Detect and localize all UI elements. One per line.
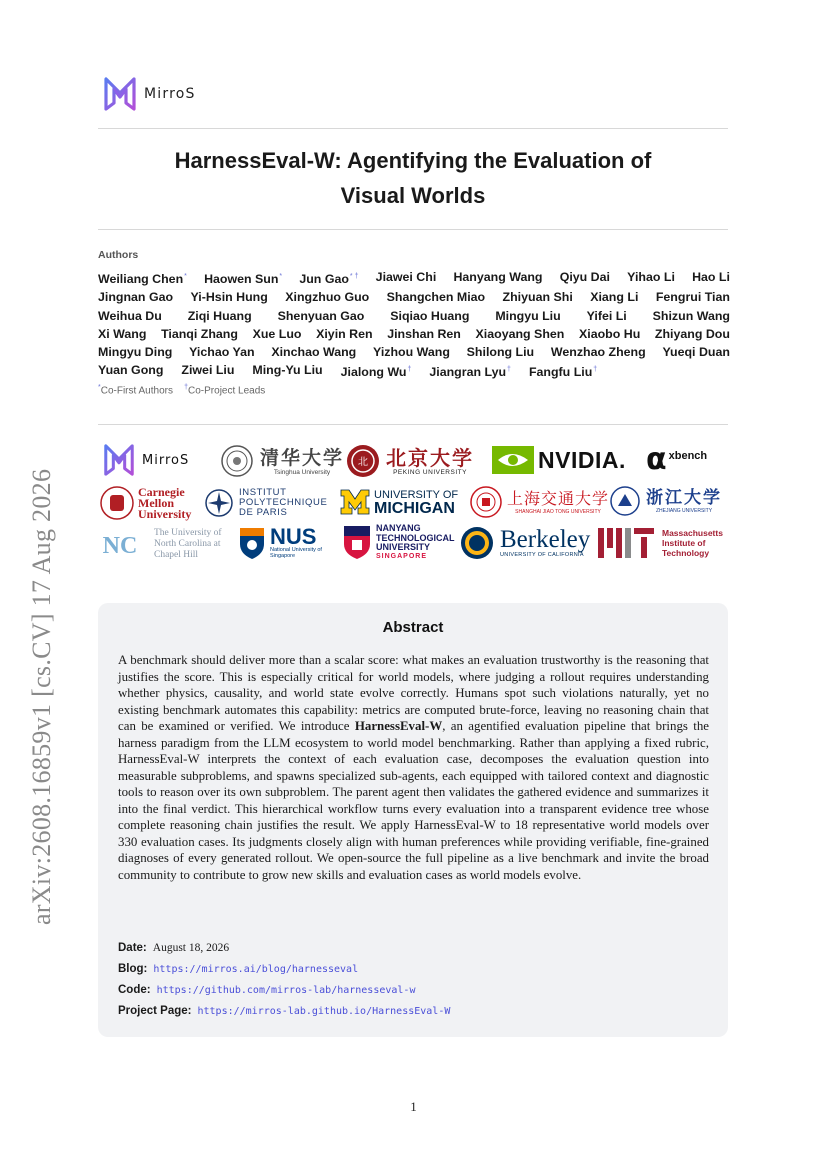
nvidia-eye-icon (492, 446, 534, 474)
pku-seal-icon (346, 444, 380, 478)
author-name (653, 307, 730, 325)
author-name (692, 268, 730, 288)
author-row (98, 307, 730, 325)
cmu-label: Carnegie Mellon University (138, 484, 192, 521)
date-row (118, 942, 229, 954)
author-name-text: Mingyu Liu (495, 308, 561, 323)
abstract-part-2: , an agentified evaluation pipeline that brings the harness paradigm from the LLM ecosystem to world model benchmarking. Rather than applying a fixed rubric, HarnessEval-W interprets the context of each evaluation case, decomposes the evaluation question into measurable subproblems, and spawns specialized sub-agents, each equipped with tailored context and diagnostic tools to reason over its own subproblem. The parent agent then validates the gathered evidence and summarizes it into the final verdict. This hierarchical workflow turns every evaluation into a transparent evidence tree whose complete reasoning chain justifies the result. We apply HarnessEval-W to 18 representative world models over 330 evaluation cases. Its judgments closely align with human preferences while providing verifiable, fine-grained diagnoses of every generated rollout. We open-source the full pipeline as a live benchmark and invite the broad community to contribute to grow new skills and evaluation cases as world models evolve. (118, 719, 709, 882)
author-name (252, 361, 322, 381)
author-name-text: Yichao Yan (189, 344, 255, 359)
logo-berkeley (460, 526, 590, 560)
umich-block-m-icon (340, 488, 370, 516)
logo-sjtu (470, 486, 609, 518)
logo-xbench (646, 442, 708, 477)
author-name (656, 288, 730, 306)
logo-pku (346, 444, 474, 478)
mirros-label: MirroS (142, 452, 190, 468)
author-name-text: Mingyu Ding (98, 344, 173, 359)
project-row (118, 1005, 450, 1017)
arxiv-identifier: arXiv:2608.16859v1 [cs.CV] 17 Aug 2026 (27, 468, 56, 925)
paper-title (98, 143, 728, 213)
title-line-1: HarnessEval-W: Agentifying the Evaluation of (174, 148, 652, 173)
author-name-text: Haowen Sun (204, 272, 279, 287)
author-affiliation-mark: * (184, 273, 187, 280)
author-name-text: Jingnan Gao (98, 290, 174, 305)
zju-english: ZHEJIANG UNIVERSITY (655, 508, 713, 514)
blog-link[interactable]: https://mirros.ai/blog/harnesseval (153, 964, 359, 975)
author-name (278, 307, 365, 325)
logo-cmu (100, 486, 200, 520)
author-name (285, 288, 369, 306)
author-name-text: Jinshan Ren (387, 326, 461, 341)
author-name-text: Wenzhao Zheng (550, 344, 646, 359)
author-name-text: Jiawei Chi (375, 270, 437, 284)
xbench-alpha-icon: α (646, 442, 667, 477)
zju-seal-icon (610, 486, 640, 516)
author-row (98, 288, 730, 306)
author-affiliation-mark: * † (349, 273, 359, 280)
author-name-text: Weiliang Chen (98, 272, 184, 287)
author-row (98, 343, 730, 361)
unc-label: The University of North Carolina at Chapel Hill (154, 528, 222, 560)
header-rule (98, 128, 728, 129)
author-name (655, 325, 730, 343)
author-name (316, 325, 372, 343)
polytechnique-star-icon (204, 488, 234, 518)
logo-tsinghua (220, 444, 344, 478)
author-name-text: Shangchen Miao (386, 290, 486, 305)
author-name-text: Ming-Yu Liu (252, 363, 323, 378)
code-link[interactable]: https://github.com/mirros-lab/harnesseval-w (156, 985, 416, 996)
abstract-box (98, 603, 728, 1037)
author-name (429, 361, 511, 381)
logo-mit (598, 528, 728, 558)
project-link[interactable]: https://mirros-lab.github.io/HarnessEval-W (197, 1006, 451, 1017)
author-name-text: Ziqi Huang (187, 308, 252, 323)
author-name-text: Weihua Du (98, 308, 162, 323)
author-name (579, 325, 640, 343)
title-line-2: Visual Worlds (340, 183, 486, 208)
author-notes (98, 384, 265, 396)
logo-zju (610, 486, 722, 516)
institution-logos (98, 440, 730, 570)
author-name-text: Xue Luo (252, 326, 302, 341)
author-name (204, 268, 282, 288)
svg-text:北: 北 (358, 457, 368, 468)
co-first-mark: * (98, 384, 101, 391)
author-name-text: Xiyin Ren (316, 326, 373, 341)
author-name (560, 268, 610, 288)
author-name (376, 268, 437, 288)
ntu-shield-icon (342, 524, 372, 560)
nvidia-label: NVIDIA. (538, 446, 626, 473)
author-name (188, 307, 252, 325)
unc-nc-icon (100, 530, 140, 560)
author-name-text: Yueqi Duan (662, 344, 730, 359)
svg-text:NC: NC (102, 532, 138, 559)
author-name (529, 361, 597, 381)
author-affiliation-mark: † (593, 366, 598, 374)
abstract-method-name: HarnessEval-W (354, 719, 443, 733)
author-name (387, 325, 461, 343)
polytechnique-label: INSTITUT POLYTECHNIQUE DE PARIS (239, 487, 328, 518)
author-name (98, 288, 173, 306)
co-lead-note: Co-Project Leads (188, 385, 266, 397)
author-name (189, 343, 254, 361)
abstract-heading: Abstract (382, 619, 444, 636)
date-label: Date: (118, 942, 147, 954)
tsinghua-seal-icon (220, 444, 254, 478)
author-name (161, 325, 238, 343)
author-name-text: Zhiyuan Shi (502, 290, 573, 305)
author-name-text: Siqiao Huang (390, 308, 470, 323)
author-name (373, 343, 450, 361)
abstract-part-1: A benchmark should deliver more than a scalar score: what makes an evaluation trustworthy is the reasoning that justifies the score. This is especially critical for world models, where judging a rollout requires understanding whether physics, causality, and world state evolve correctly. Humans spot such violations naturally, yet no existing benchmark automates this capability: metrics are computed brute-force, leaving no reasoning chain that can be examined or verified. We introduce (118, 653, 709, 733)
author-name (467, 343, 534, 361)
brand-name: MirroS (144, 86, 196, 102)
sjtu-seal-icon (470, 486, 502, 518)
tsinghua-chinese: 清华大学 (260, 446, 345, 469)
project-label: Project Page: (118, 1005, 192, 1017)
author-name (341, 361, 412, 381)
author-name-text: Shenyuan Gao (277, 308, 365, 323)
author-row (98, 325, 730, 343)
umich-label: UNIVERSITY OF MICHIGAN (374, 489, 459, 517)
author-affiliation-mark: † (507, 366, 511, 374)
abstract-text (118, 652, 709, 883)
code-row (118, 984, 415, 996)
author-name-text: Xingzhuo Guo (285, 290, 370, 305)
sjtu-chinese: 上海交通大学 (507, 489, 610, 508)
author-name-text: Xiaoyang Shen (475, 326, 565, 341)
sjtu-english: SHANGHAI JIAO TONG UNIVERSITY (515, 509, 601, 515)
author-name-text: Jiangran Lyu (429, 365, 507, 380)
logo-nus (238, 526, 330, 560)
author-name (627, 268, 675, 288)
author-name-text: Qiyu Dai (559, 270, 610, 284)
author-name-text: Hanyang Wang (453, 270, 543, 284)
code-label: Code: (118, 984, 151, 996)
author-name (551, 343, 646, 361)
author-name (181, 361, 234, 381)
author-name (299, 268, 358, 288)
author-name-text: Shizun Wang (652, 308, 730, 323)
berkeley-seal-icon (460, 526, 494, 560)
author-name-text: Xiaobo Hu (579, 326, 641, 341)
co-lead-mark: † (184, 384, 189, 391)
date-value: August 18, 2026 (152, 942, 230, 954)
author-name (476, 325, 565, 343)
author-name (662, 343, 729, 361)
author-name (98, 268, 187, 288)
author-name (590, 288, 638, 306)
author-name (98, 343, 172, 361)
author-name-text: Ziwei Liu (181, 363, 235, 378)
authors-label: Authors (98, 249, 139, 261)
author-name-text: Shilong Liu (466, 344, 535, 359)
author-name-text: Jialong Wu (340, 365, 407, 380)
author-name (387, 288, 485, 306)
ntu-label: NANYANG TECHNOLOGICAL UNIVERSITY (376, 523, 455, 553)
ntu-sub: SINGAPORE (376, 552, 428, 560)
author-name (495, 307, 560, 325)
author-name-text: Xinchao Wang (271, 344, 357, 359)
author-name-text: Xiang Li (590, 290, 639, 305)
author-name-text: Yi-Hsin Hung (190, 290, 268, 305)
logo-polytechnique (204, 488, 331, 518)
author-affiliation-mark: † (407, 366, 412, 374)
author-name (190, 288, 267, 306)
author-row (98, 361, 730, 381)
author-name-text: Fengrui Tian (655, 290, 730, 305)
author-name-text: Fangfu Liu (528, 365, 593, 380)
page-number: 1 (410, 1099, 417, 1114)
author-name (253, 325, 302, 343)
authors-rule (98, 424, 728, 425)
author-affiliation-mark: * (279, 273, 283, 280)
author-name-text: Xi Wang (98, 326, 147, 341)
author-name-text: Jun Gao (299, 272, 349, 287)
author-name (98, 325, 146, 343)
mirros-logo-icon (102, 75, 138, 113)
author-name-text: Yihao Li (627, 270, 675, 284)
author-name (587, 307, 627, 325)
author-name-text: Tianqi Zhang (161, 326, 238, 341)
logo-unc (100, 528, 234, 561)
brand-logo (102, 74, 196, 114)
author-name (271, 343, 356, 361)
author-name-text: Hao Li (692, 270, 730, 284)
logo-ntu (342, 524, 454, 560)
xbench-label: xbench (668, 450, 708, 462)
pku-english: PEKING UNIVERSITY (393, 468, 467, 476)
logo-umich (340, 488, 466, 516)
mit-bars-icon (598, 528, 654, 558)
cmu-seal-icon (100, 486, 134, 520)
logo-nvidia (492, 446, 626, 474)
nus-sub: National University of Singapore (270, 547, 322, 559)
author-name-text: Yifei Li (586, 308, 627, 323)
author-row (98, 268, 730, 288)
author-name (98, 307, 162, 325)
mirros-logo-icon (102, 442, 136, 478)
author-name (390, 307, 469, 325)
author-name-text: Yizhou Wang (373, 344, 450, 359)
berkeley-label: Berkeley (500, 526, 591, 553)
nus-label: NUS (270, 524, 317, 549)
author-name (453, 268, 542, 288)
author-list (98, 268, 730, 381)
logo-mirros (102, 442, 189, 478)
blog-row (118, 963, 358, 975)
mit-label: Massachusetts Institute of Technology (662, 528, 723, 558)
tsinghua-english: Tsinghua University (273, 468, 331, 476)
author-name (503, 288, 573, 306)
nus-shield-icon (238, 526, 266, 560)
co-first-note: Co-First Authors (100, 385, 173, 397)
blog-label: Blog: (118, 963, 148, 975)
berkeley-sub: UNIVERSITY OF CALIFORNIA (500, 552, 584, 558)
zju-chinese: 浙江大学 (646, 488, 722, 508)
author-name (98, 361, 163, 381)
author-name-text: Yuan Gong (98, 363, 164, 378)
pku-chinese: 北京大学 (386, 445, 474, 470)
author-name-text: Zhiyang Dou (654, 326, 730, 341)
title-rule (98, 229, 728, 230)
